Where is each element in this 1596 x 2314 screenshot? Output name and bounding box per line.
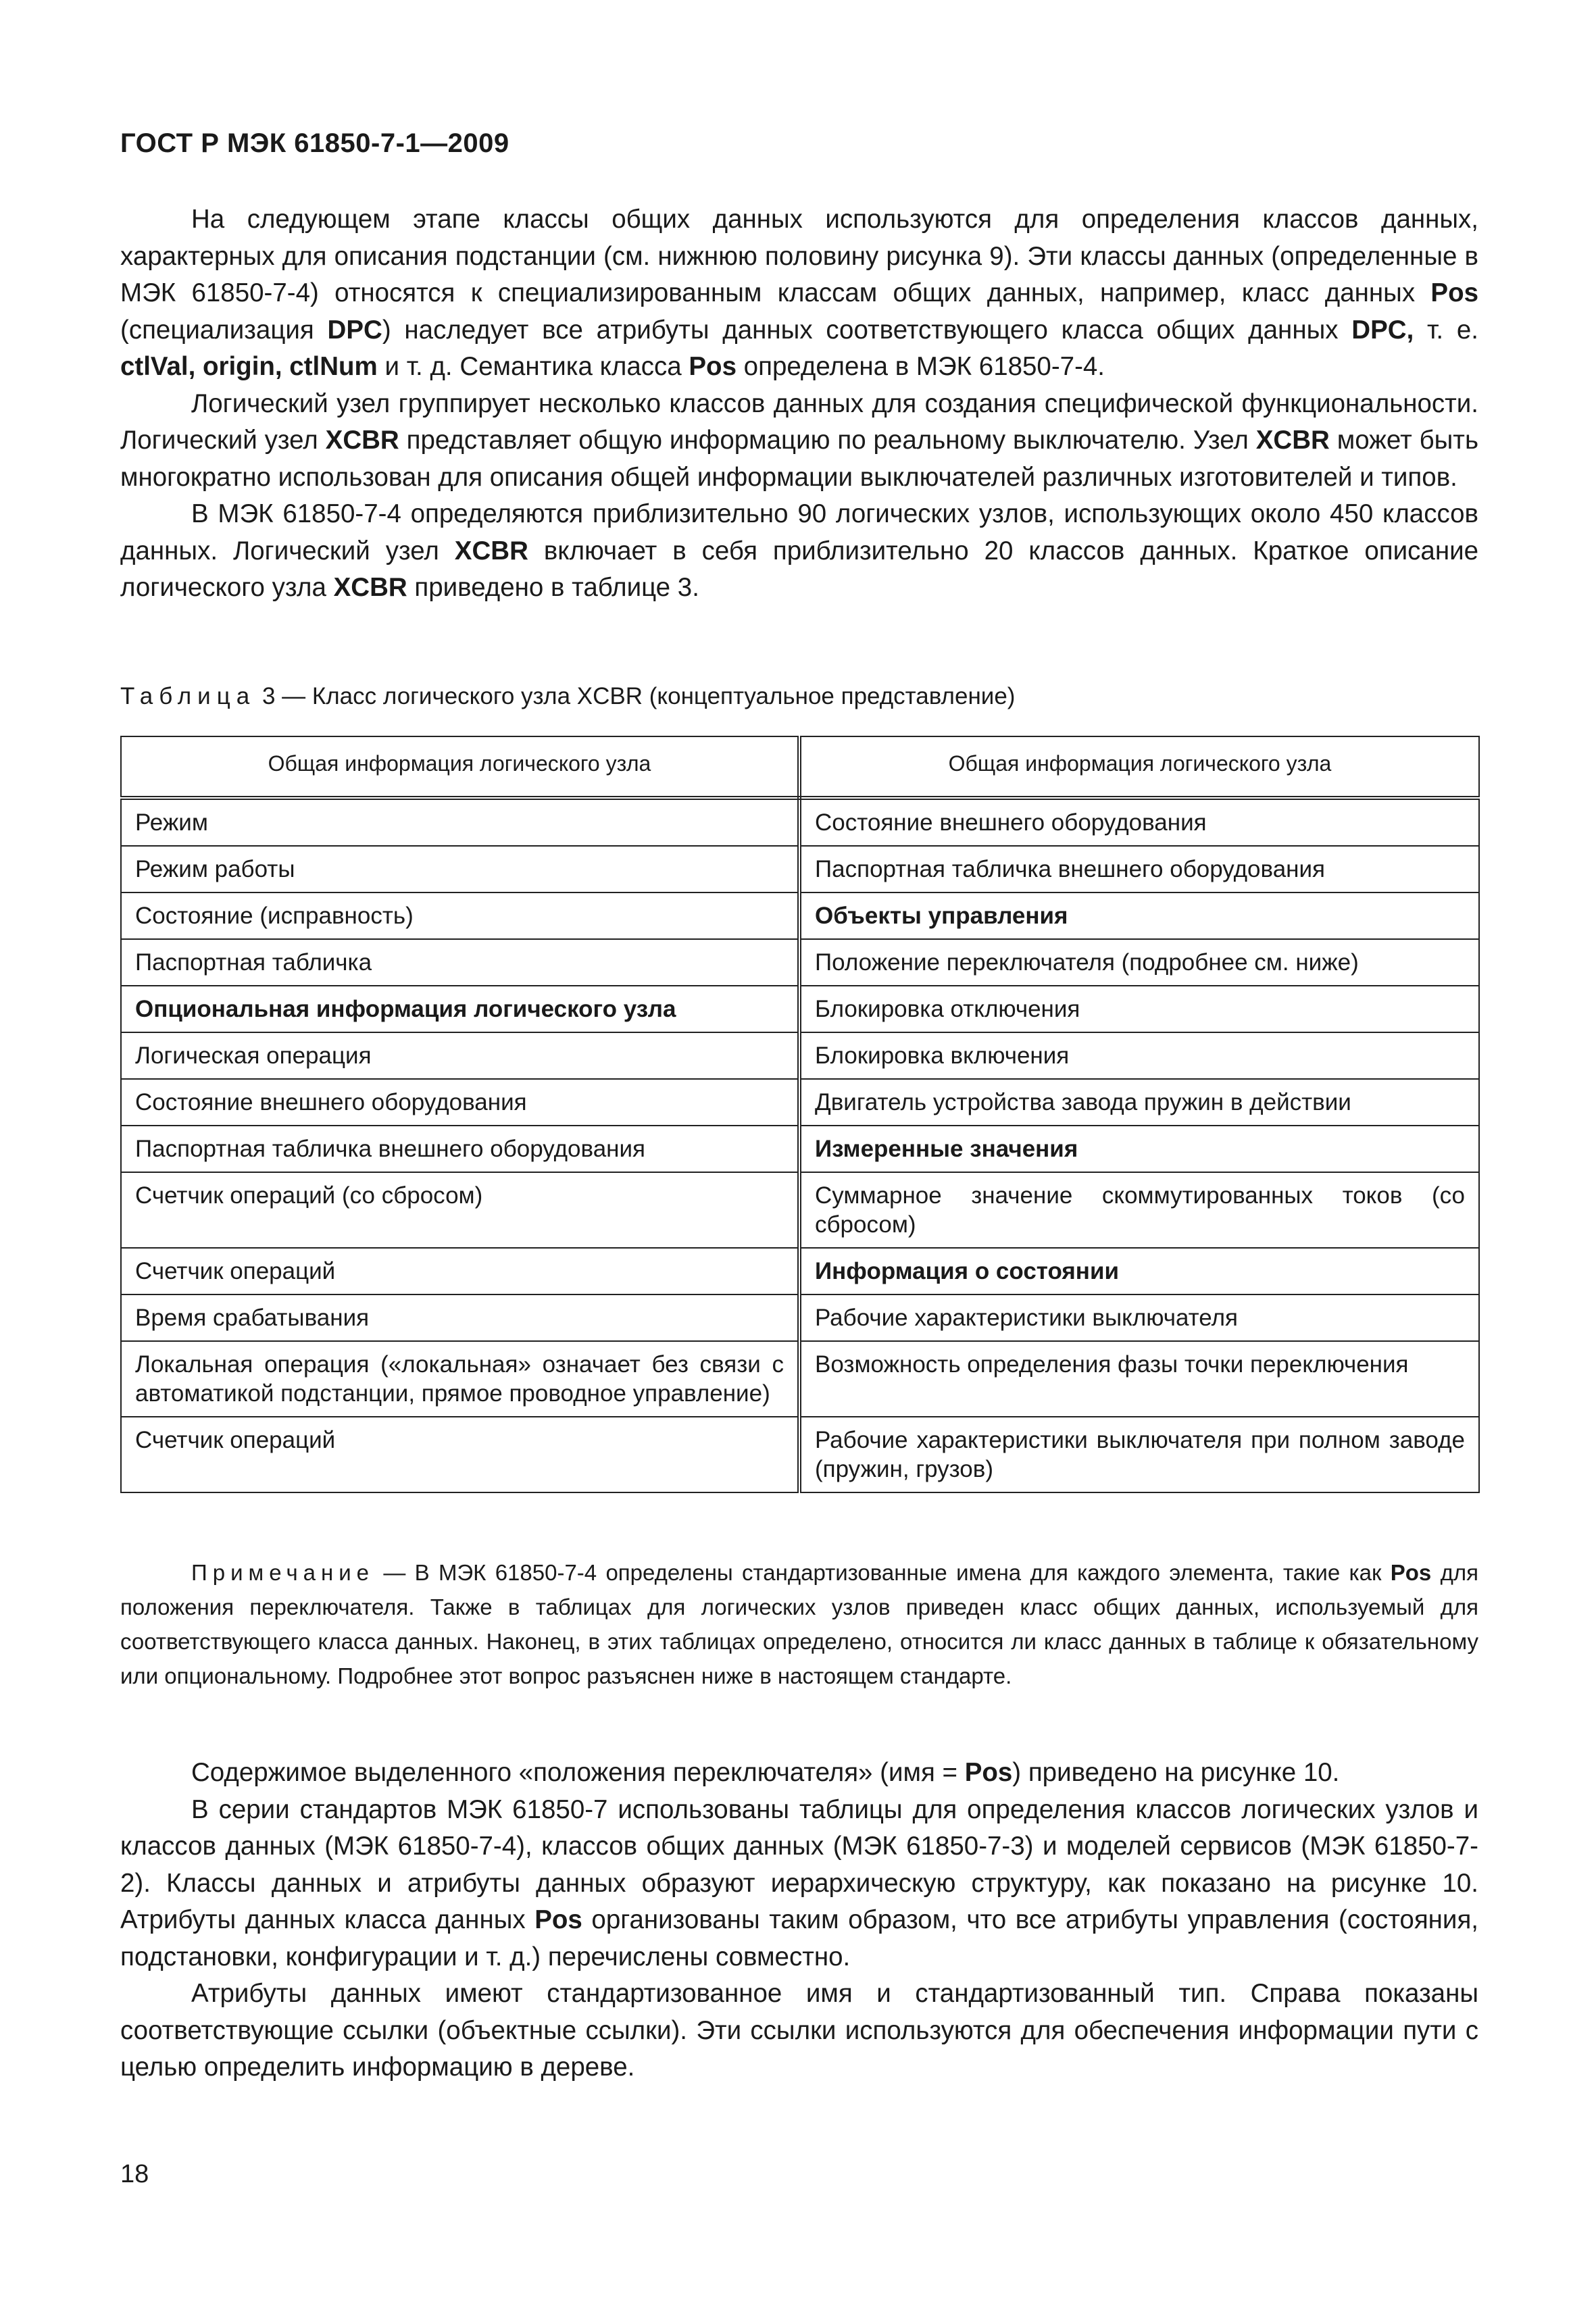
table-row [121,798,1479,846]
intro-paragraph-2: Логический узел группирует несколько классов данных для создания специфической функциональности. Логический узел XCBR представляет общую информацию по реальному выключателю. Узел XCBR может быть многократно использован для описания общей информации выключателей различных изготовителей и типов. [120,388,1478,492]
xcbr-table [120,736,1480,1493]
table-row [121,1417,1479,1492]
table-row [121,892,1479,939]
table-row [121,986,1479,1032]
table-cell: Время срабатывания [121,1294,799,1341]
table-header-row [121,736,1479,798]
table-row [121,1079,1479,1126]
table-row [121,1294,1479,1341]
table-section-heading-cell: Объекты управления [799,892,1479,939]
table-section-heading-cell: Измеренные значения [799,1126,1479,1172]
table-row [121,1126,1479,1172]
table-cell: Локальная операция («локальная» означает без связи с автоматикой подстанции, прямое проводное управление) [121,1341,799,1417]
table-cell: Положение переключателя (подробнее см. ниже) [799,939,1479,986]
note-paragraph: Примечание — В МЭК 61850-7-4 определены стандартизованные имена для каждого элемента, такие как Pos для положения переключателя. Также в таблицах для логических узлов приведен класс общих данных, используемый для соответствующего класса данных. Наконец, в этих таблицах определено, относится ли класс данных в таблице к обязательному или опциональному. Подробнее этот вопрос разъяснен ниже в настоящем стандарте. [120,1560,1478,1688]
table-cell: Состояние внешнего оборудования [121,1079,799,1126]
table-cell: Состояние (исправность) [121,892,799,939]
outro-paragraph-1: Содержимое выделенного «положения переключателя» (имя = Pos) приведено на рисунке 10. [191,1758,1340,1787]
intro-section [120,201,1478,607]
table-caption [120,683,1015,710]
table-section-heading-cell: Информация о состоянии [799,1248,1479,1294]
table-cell: Счетчик операций [121,1417,799,1492]
outro-section [120,1755,1478,2086]
table-cell: Рабочие характеристики выключателя [799,1294,1479,1341]
table-cell: Возможность определения фазы точки переключения [799,1341,1479,1417]
table-header-cell: Общая информация логического узла [121,736,799,798]
table-caption-text: 3 — Класс логического узла XCBR (концептуальное представление) [255,683,1016,709]
outro-paragraph-3: Атрибуты данных имеют стандартизованное имя и стандартизованный тип. Справа показаны соответствующие ссылки (объектные ссылки). Эти ссылки используются для обеспечения информации пути с целью определить информацию в дереве. [120,1979,1478,2082]
table-cell: Паспортная табличка внешнего оборудования [121,1126,799,1172]
table-section-heading-cell: Опциональная информация логического узла [121,986,799,1032]
table-caption-label: Таблица [120,683,256,709]
table-row [121,1341,1479,1417]
table-cell: Режим работы [121,846,799,892]
note-label: Примечание [191,1560,375,1585]
table-row [121,1032,1479,1079]
table-cell: Паспортная табличка внешнего оборудования [799,846,1479,892]
table-row [121,1248,1479,1294]
table-header-cell: Общая информация логического узла [799,736,1479,798]
table-row [121,846,1479,892]
table-cell: Паспортная табличка [121,939,799,986]
table-cell: Счетчик операций [121,1248,799,1294]
document-code-header: ГОСТ Р МЭК 61850-7-1—2009 [120,128,509,158]
table-cell: Блокировка отключения [799,986,1479,1032]
table-cell: Логическая операция [121,1032,799,1079]
page-number: 18 [120,2160,149,2188]
outro-paragraph-2: В серии стандартов МЭК 61850-7 использованы таблицы для определения классов логических узлов и классов данных (МЭК 61850-7-4), классов общих данных (МЭК 61850-7-3) и моделей сервисов (МЭК 61850-7-2). Классы данных и атрибуты данных образуют иерархическую структуру, как показано на рисунке 10. Атрибуты данных класса данных Pos организованы таким образом, что все атрибуты управления (состояния, подстановки, конфигурации и т. д.) перечислены совместно. [120,1794,1478,1971]
table-note [120,1555,1478,1693]
intro-paragraph-3: В МЭК 61850-7-4 определяются приблизительно 90 логических узлов, использующих около 450 классов данных. Логический узел XCBR включает в себя приблизительно 20 классов данных. Краткое описание логического узла XCBR приведено в таблице 3. [120,499,1479,602]
table-row [121,939,1479,986]
table-cell: Рабочие характеристики выключателя при полном заводе (пружин, грузов) [799,1417,1479,1492]
table-cell: Режим [121,798,799,846]
intro-paragraph-1: На следующем этапе классы общих данных используются для определения классов данных, характерных для описания подстанции (см. нижнюю половину рисунка 9). Эти классы данных (определенные в МЭК 61850-7-4) относятся к специализированным классам общих данных, например, класс данных Pos (специализация DPC) наследует все атрибуты данных соответствующего класса общих данных DPC, т. е. ctlVal, origin, ctlNum и т. д. Семантика класса Pos определена в МЭК 61850-7-4. [120,205,1478,381]
table-cell: Суммарное значение скоммутированных токов (со сбросом) [799,1172,1479,1248]
table-cell: Состояние внешнего оборудования [799,798,1479,846]
table-cell: Счетчик операций (со сбросом) [121,1172,799,1248]
table-cell: Двигатель устройства завода пружин в действии [799,1079,1479,1126]
table-row [121,1172,1479,1248]
table-cell: Блокировка включения [799,1032,1479,1079]
